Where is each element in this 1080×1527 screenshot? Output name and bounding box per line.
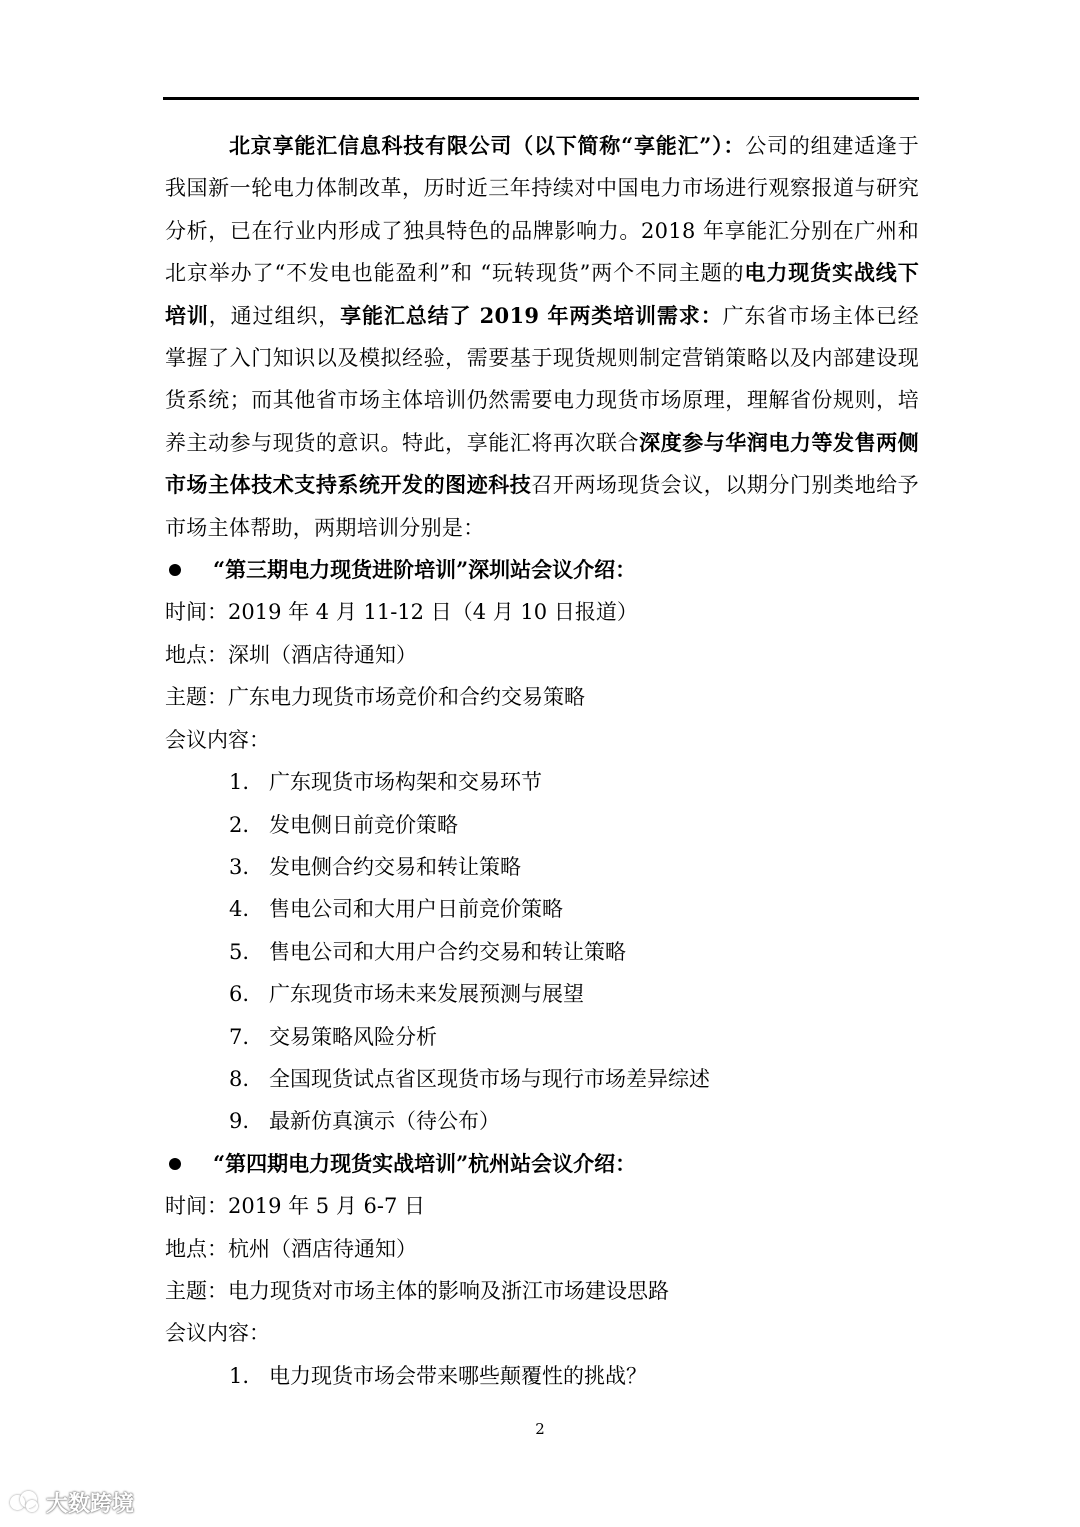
list-item	[165, 1016, 919, 1058]
header-rule	[163, 97, 919, 100]
list-item-text: 全国现货试点省区现货市场与现行市场差异综述	[269, 1066, 710, 1091]
list-item-text: 电力现货市场会带来哪些颠覆性的挑战？	[269, 1363, 647, 1388]
list-item	[165, 973, 919, 1015]
intro-text-2: ，通过组织，	[208, 303, 341, 328]
list-item-text: 广东现货市场未来发展预测与展望	[269, 982, 584, 1007]
list-item	[165, 888, 919, 930]
list-item	[165, 846, 919, 888]
session1-location: 地点：深圳（酒店待通知）	[165, 642, 417, 667]
bullet-icon	[169, 564, 181, 576]
intro-text-1: 公司的组建适逢于我国新一轮电力体制改革，历时近三年持续对中国电力市场进行观察报道与研究分析，已在行业内形成了独具特色的品牌影响力。2018 年享能汇分别在广州和北京举办了“不发电也能盈利”和 “玩转现货”两个不同主题的	[165, 134, 919, 286]
intro-bold-training: 电力现货实战线下培训	[165, 260, 919, 328]
intro-text-3: 广东省市场主体已经掌握了入门知识以及模拟经验，需要基于现货规则制定营销策略以及内部建设现货系统；而其他省市场主体培训仍然需要电力现货市场原理，理解省份规则，培养主动参与现货的意识。特此，享能汇将再次联合	[165, 303, 919, 455]
session2-content-label: 会议内容：	[165, 1321, 270, 1346]
list-item	[165, 1355, 919, 1397]
list-item-number: 4.	[229, 897, 250, 922]
list-item-text: 广东现货市场构架和交易环节	[269, 770, 542, 795]
list-item-number: 5.	[229, 939, 250, 964]
page-content	[165, 125, 919, 1397]
list-item-number: 7.	[229, 1024, 250, 1049]
list-item	[165, 761, 919, 803]
list-item-number: 1.	[229, 1363, 250, 1388]
list-item-text: 发电侧合约交易和转让策略	[269, 854, 521, 879]
session2-title: “第四期电力现货实战培训”杭州站会议介绍：	[213, 1150, 637, 1176]
list-item-number: 3.	[229, 854, 250, 879]
list-item-number: 8.	[229, 1066, 250, 1091]
list-item-text: 发电侧日前竞价策略	[269, 812, 458, 837]
session2-location: 地点：杭州（酒店待通知）	[165, 1236, 417, 1261]
watermark-logo-icon	[10, 1491, 40, 1513]
list-item-text: 售电公司和大用户合约交易和转让策略	[269, 939, 626, 964]
list-item-number: 1.	[229, 770, 250, 795]
list-item-number: 2.	[229, 812, 250, 837]
list-item	[165, 931, 919, 973]
session2-theme: 主题：电力现货对市场主体的影响及浙江市场建设思路	[165, 1278, 669, 1303]
session1-heading	[165, 549, 919, 591]
intro-paragraph	[165, 125, 919, 549]
session1-time: 时间：2019 年 4 月 11-12 日（4 月 10 日报道）	[165, 600, 638, 625]
page-number: 2	[535, 1420, 545, 1438]
session1-theme: 主题：广东电力现货市场竞价和合约交易策略	[165, 685, 585, 710]
watermark	[10, 1488, 134, 1516]
list-item	[165, 1100, 919, 1142]
list-item-text: 交易策略风险分析	[269, 1024, 437, 1049]
intro-company-name: 北京享能汇信息科技有限公司（以下简称“享能汇”）：	[229, 133, 746, 158]
watermark-text: 大数跨境	[46, 1491, 135, 1517]
bullet-icon	[169, 1158, 181, 1170]
session1-item-list	[165, 761, 919, 1143]
list-item-number: 6.	[229, 982, 250, 1007]
list-item-number: 9.	[229, 1109, 250, 1134]
list-item-text: 售电公司和大用户日前竞价策略	[269, 897, 563, 922]
intro-bold-needs: 享能汇总结了 2019 年两类培训需求：	[340, 302, 723, 328]
list-item-text: 最新仿真演示（待公布）	[269, 1109, 500, 1134]
session1-content-label: 会议内容：	[165, 727, 270, 752]
intro-text-4: 召开两场现货会议，以期分门别类地给予市场主体帮助，两期培训分别是：	[165, 473, 919, 540]
list-item	[165, 804, 919, 846]
list-item	[165, 1058, 919, 1100]
session2-time: 时间：2019 年 5 月 6-7 日	[165, 1194, 425, 1219]
session2-item-list	[165, 1355, 919, 1397]
session1-title: “第三期电力现货进阶培训”深圳站会议介绍：	[213, 557, 637, 583]
intro-bold-partner: 深度参与华润电力等发售两侧市场主体技术支持系统开发的图迹科技	[165, 429, 919, 498]
session2-heading	[165, 1143, 919, 1185]
